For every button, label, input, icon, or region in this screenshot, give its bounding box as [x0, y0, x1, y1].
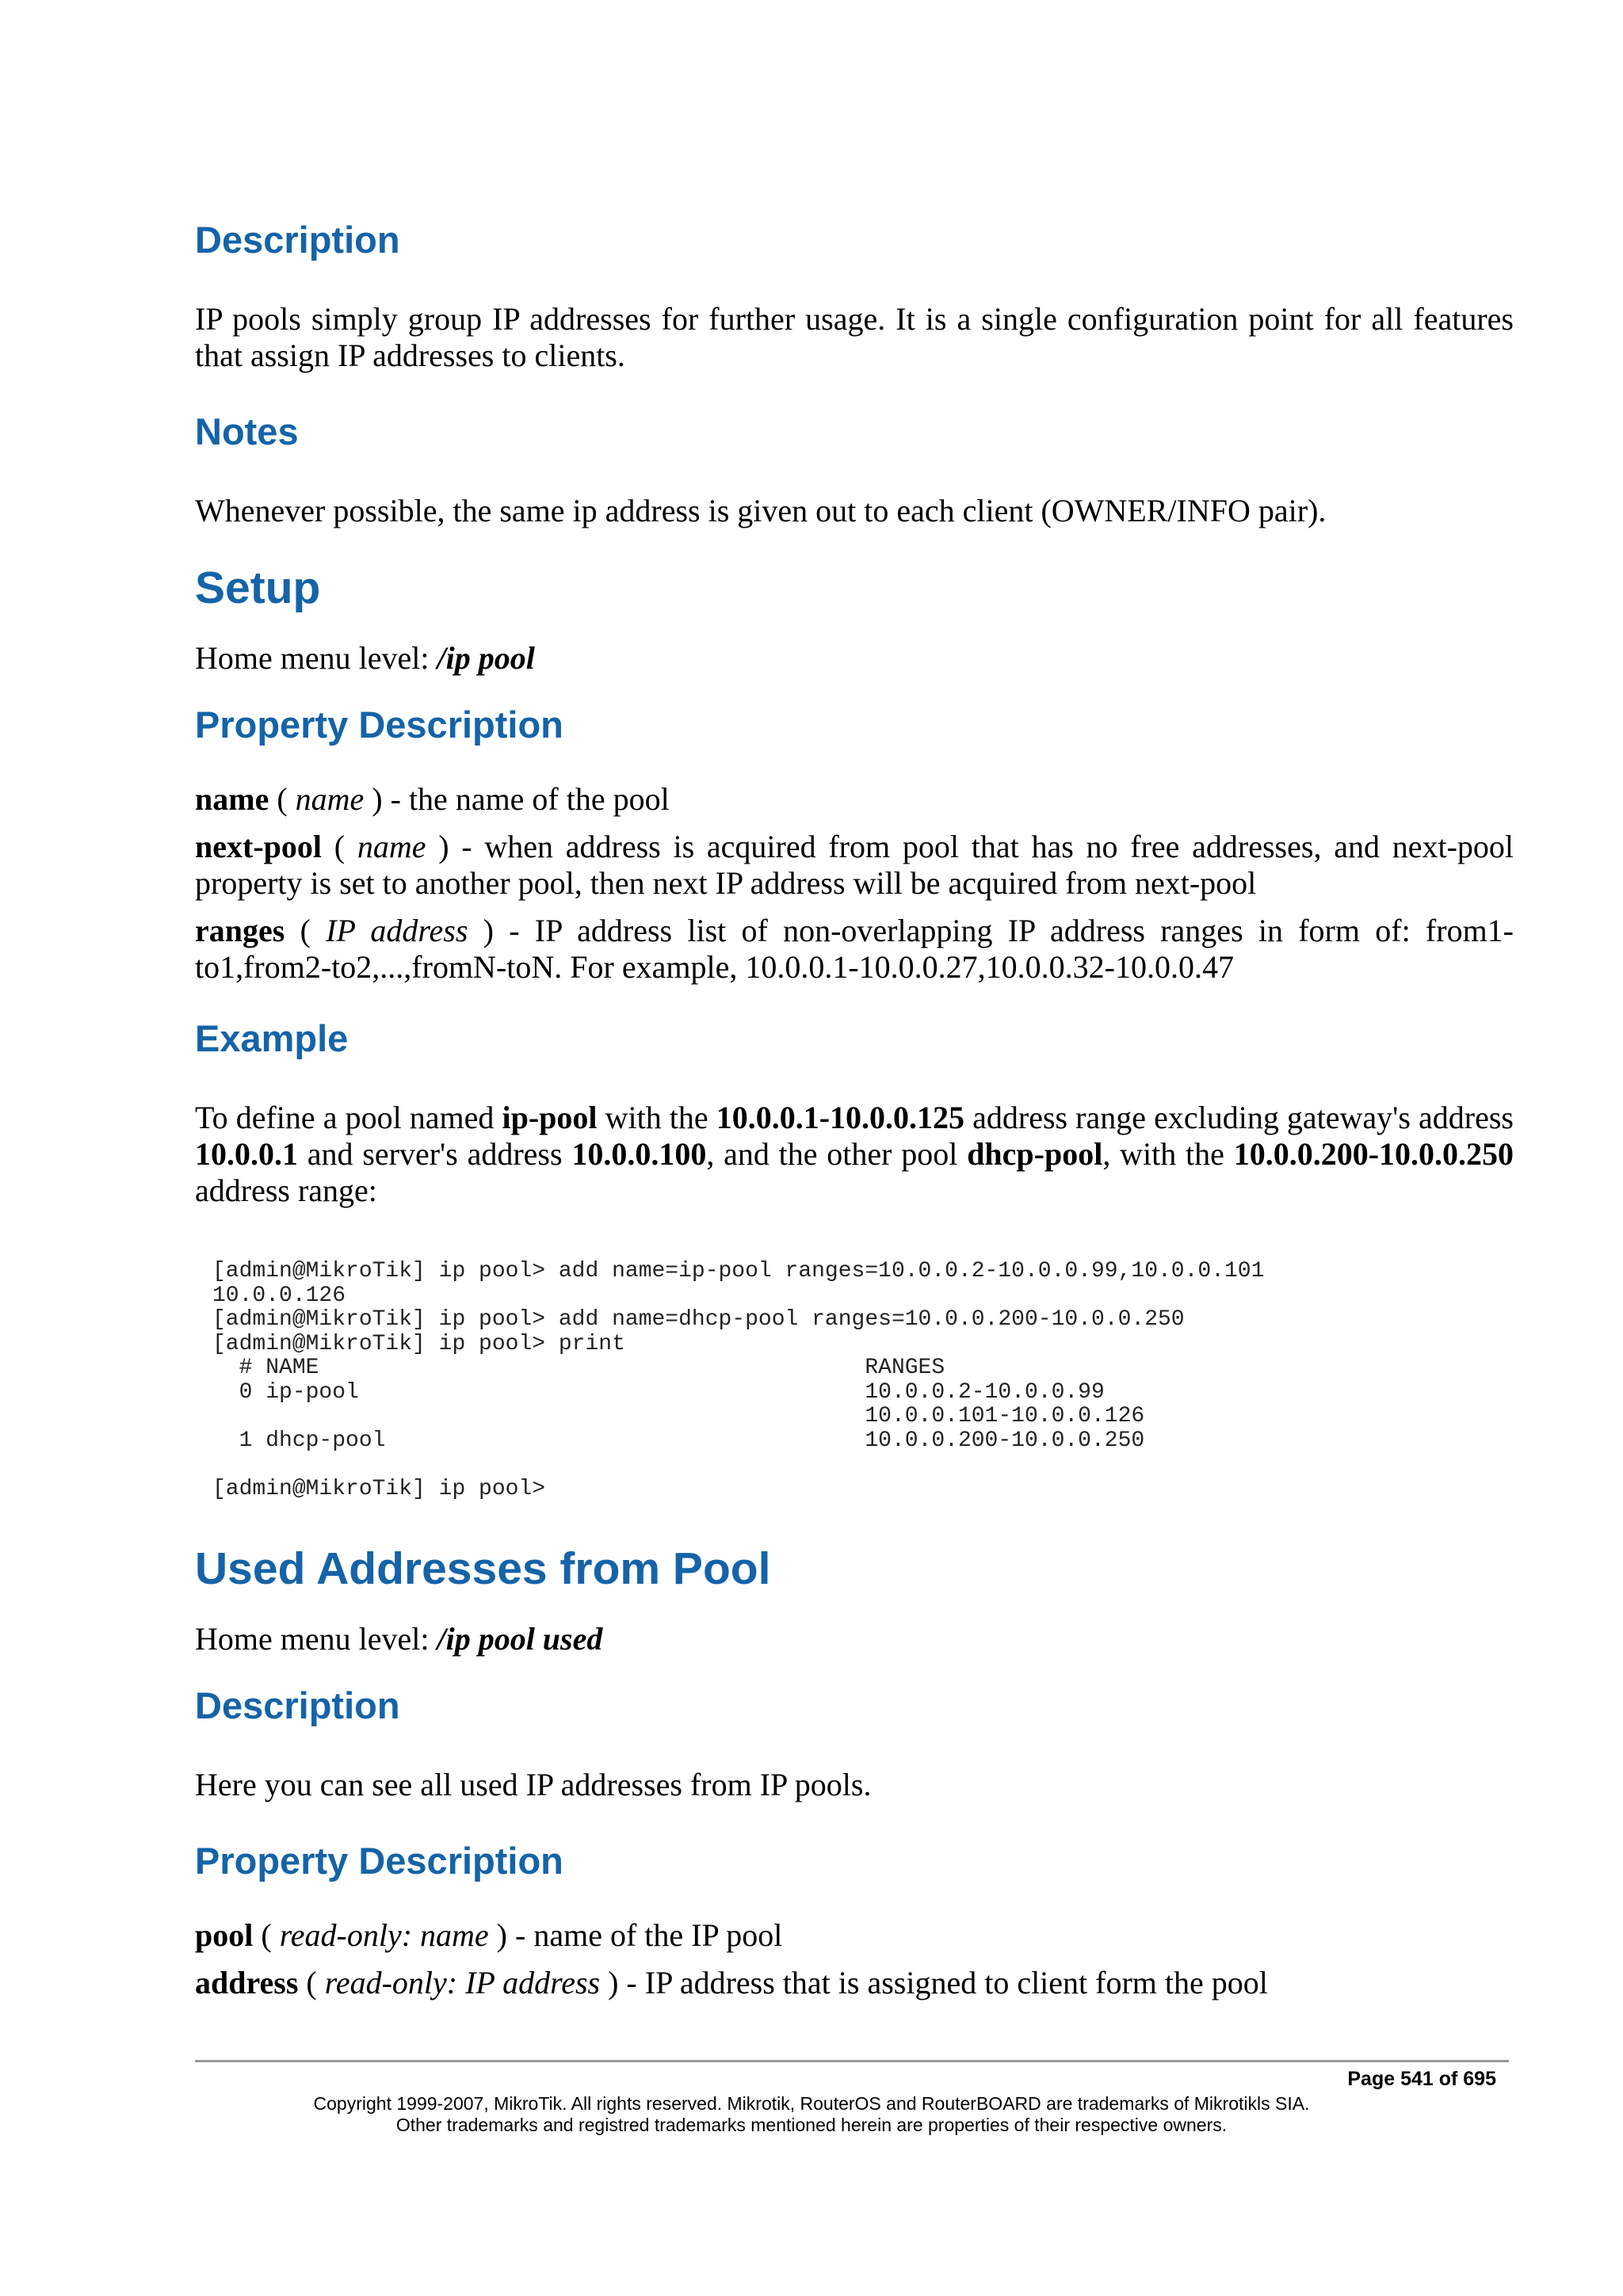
code-block: [admin@MikroTik] ip pool> add name=ip-pool ranges=10.0.0.2-10.0.0.99,10.0.0.101 10.0.0.126 [admin@MikroTik] ip pool> add name=dhcp-pool ranges=10.0.0.200-10.0.0.250 [admin@MikroTik] ip pool> print # NAME RANGES 0 ip-pool 10.0.0.2-10.0.0.99 10.0.0.101-10.0.0.126 1 dhcp-pool 10.0.0.200-10.0.0.250 [admin@MikroTik] ip pool> — [212, 1259, 1265, 1501]
copyright-line-1: Copyright 1999-2007, MikroTik. All rights reserved. Mikrotik, RouterOS and RouterBOARD are trademarks of Mikrotikls SIA. — [313, 2093, 1310, 2114]
property-key: name — [195, 781, 269, 817]
property-next-pool: next-pool ( name ) - when address is acquired from pool that has no free addresses, and next-pool property is set to another pool, then next IP address will be acquired from next-pool — [195, 829, 1514, 901]
description-text: IP pools simply group IP addresses for further usage. It is a single configuration point for all features that assign IP addresses to clients. — [195, 301, 1514, 373]
property-key: ranges — [195, 913, 285, 948]
property-desc: - the name of the pool — [390, 781, 670, 817]
property-desc: - IP address that is assigned to client form the pool — [626, 1965, 1268, 2000]
property-address: address ( read-only: IP address ) - IP address that is assigned to client form the pool — [195, 1965, 1268, 2000]
used-property-description-heading: Property Description — [195, 1840, 563, 1882]
setup-menu-level — [195, 640, 1514, 677]
property-type: read-only: name — [279, 1917, 489, 1953]
description-heading: Description — [195, 219, 400, 261]
menu-level-path: /ip pool — [437, 640, 535, 676]
property-desc: - when address is acquired from pool that has no free addresses, and next-pool property is set to another pool, then next IP address will be acquired from next-pool — [195, 829, 1514, 901]
property-type: read-only: IP address — [324, 1965, 601, 2000]
property-description-heading: Property Description — [195, 704, 563, 746]
property-pool: pool ( read-only: name ) - name of the IP pool — [195, 1917, 783, 1953]
property-desc: - IP address list of non-overlapping IP address ranges in form of: from1-to1,from2-to2,...,fromN-toN. For example, 10.0.0.1-10.0.0.27,10.0.0.32-10.0.0.47 — [195, 913, 1514, 985]
menu-level-path: /ip pool used — [437, 1621, 603, 1657]
page-number: Page 541 of 695 — [1347, 2068, 1496, 2090]
property-key: next-pool — [195, 829, 322, 864]
copyright-line-2: Other trademarks and registred trademarks mentioned herein are properties of their respective owners. — [395, 2115, 1228, 2135]
property-key: pool — [195, 1917, 254, 1953]
property-type: name — [357, 829, 426, 864]
property-ranges: ranges ( IP address ) - IP address list of non-overlapping IP address ranges in form of: from1-to1,from2-to2,...,fromN-toN. For example, 10.0.0.1-10.0.0.27,10.0.0.32-10.0.0.47 — [195, 913, 1514, 985]
menu-level-prefix: Home menu level: — [195, 640, 437, 676]
property-desc: - name of the IP pool — [515, 1917, 783, 1953]
setup-heading: Setup — [195, 563, 321, 613]
notes-text: Whenever possible, the same ip address is given out to each client (OWNER/INFO pair). — [195, 493, 1327, 528]
property-type: IP address — [326, 913, 468, 948]
property-type: name — [295, 781, 365, 817]
property-key: address — [195, 1965, 299, 2000]
menu-level-prefix: Home menu level: — [195, 1621, 437, 1657]
used-addresses-heading: Used Addresses from Pool — [195, 1543, 771, 1594]
used-description-text: Here you can see all used IP addresses from IP pools. — [195, 1767, 872, 1802]
example-heading: Example — [195, 1017, 349, 1059]
notes-heading: Notes — [195, 410, 299, 452]
used-description-heading: Description — [195, 1684, 400, 1726]
property-name: name ( name ) - the name of the pool — [195, 781, 670, 817]
used-menu-level — [195, 1621, 1514, 1657]
footer-divider — [195, 2060, 1509, 2062]
example-text: To define a pool named ip-pool with the 10.0.0.1-10.0.0.125 address range excluding gateway's address 10.0.0.1 and server's address 10.0.0.100, and the other pool dhcp-pool, with the 10.0.0.200-10.0.0.250 address range: — [195, 1100, 1514, 1208]
